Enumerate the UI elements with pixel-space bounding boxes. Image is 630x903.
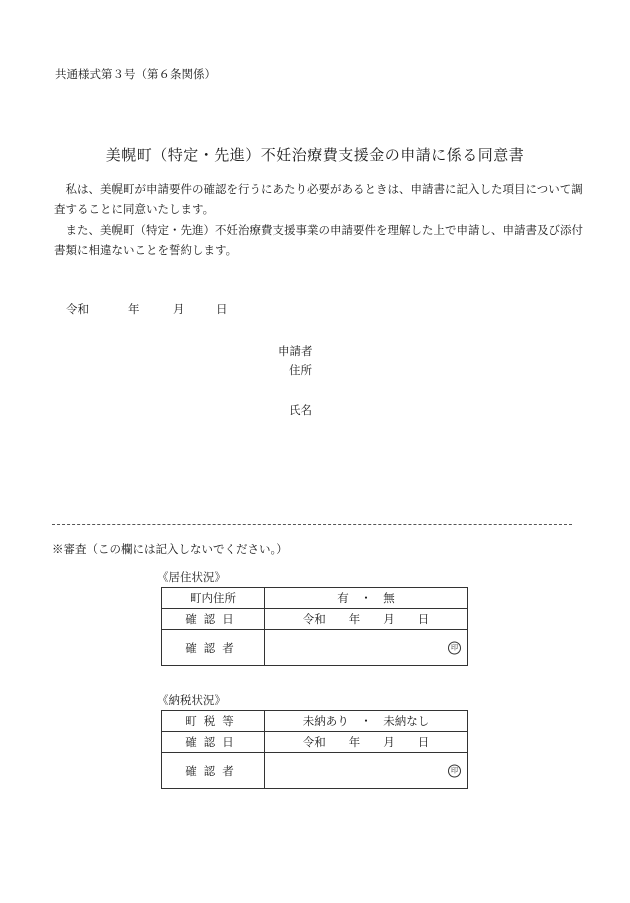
table-row bbox=[162, 732, 468, 753]
check-date-label-cell: 確認日 bbox=[162, 732, 265, 753]
table-row bbox=[162, 609, 468, 630]
checker-value-cell bbox=[265, 630, 468, 666]
consent-paragraph-2: また、美幌町（特定・先進）不妊治療費支援事業の申請要件を理解した上で申請し、申請書及び添付書類に相違ないことを誓約します。 bbox=[54, 223, 583, 257]
checker-label-cell: 確認者 bbox=[162, 753, 265, 789]
section-divider bbox=[52, 524, 572, 525]
date-month: 月 bbox=[173, 302, 185, 316]
seal-icon: 印 bbox=[448, 641, 461, 654]
form-number: 共通様式第３号（第６条関係） bbox=[55, 67, 216, 81]
date-day: 日 bbox=[216, 302, 228, 316]
document-title: 美幌町（特定・先進）不妊治療費支援金の申請に係る同意書 bbox=[105, 146, 525, 164]
tax-value-cell: 未納あり ・ 未納なし bbox=[265, 711, 468, 732]
tax-table bbox=[161, 710, 468, 789]
applicant-label: 申請者 bbox=[278, 344, 313, 358]
table-row bbox=[162, 630, 468, 666]
date-year: 年 bbox=[128, 302, 140, 316]
check-date-label-cell: 確認日 bbox=[162, 609, 265, 630]
review-heading: ※審査（この欄には記入しないでください。） bbox=[52, 542, 288, 556]
table-row bbox=[162, 753, 468, 789]
tax-label-cell: 町税等 bbox=[162, 711, 265, 732]
table-row bbox=[162, 588, 468, 609]
address-label: 住所 bbox=[289, 363, 312, 377]
tax-section-title: 《納税状況》 bbox=[157, 693, 226, 707]
residence-table bbox=[161, 587, 468, 666]
seal-icon: 印 bbox=[448, 764, 461, 777]
date-era: 令和 bbox=[66, 302, 89, 316]
consent-paragraph-1: 私は、美幌町が申請要件の確認を行うにあたり必要があるときは、申請書に記入した項目について調査することに同意いたします。 bbox=[54, 182, 583, 216]
table-row bbox=[162, 711, 468, 732]
residence-label-cell: 町内住所 bbox=[162, 588, 265, 609]
residence-section-title: 《居住状況》 bbox=[157, 570, 226, 584]
check-date-value-cell: 令和 年 月 日 bbox=[265, 609, 468, 630]
check-date-value-cell: 令和 年 月 日 bbox=[265, 732, 468, 753]
name-label: 氏名 bbox=[289, 403, 312, 417]
residence-value-cell: 有 ・ 無 bbox=[265, 588, 468, 609]
checker-value-cell bbox=[265, 753, 468, 789]
checker-label-cell: 確認者 bbox=[162, 630, 265, 666]
